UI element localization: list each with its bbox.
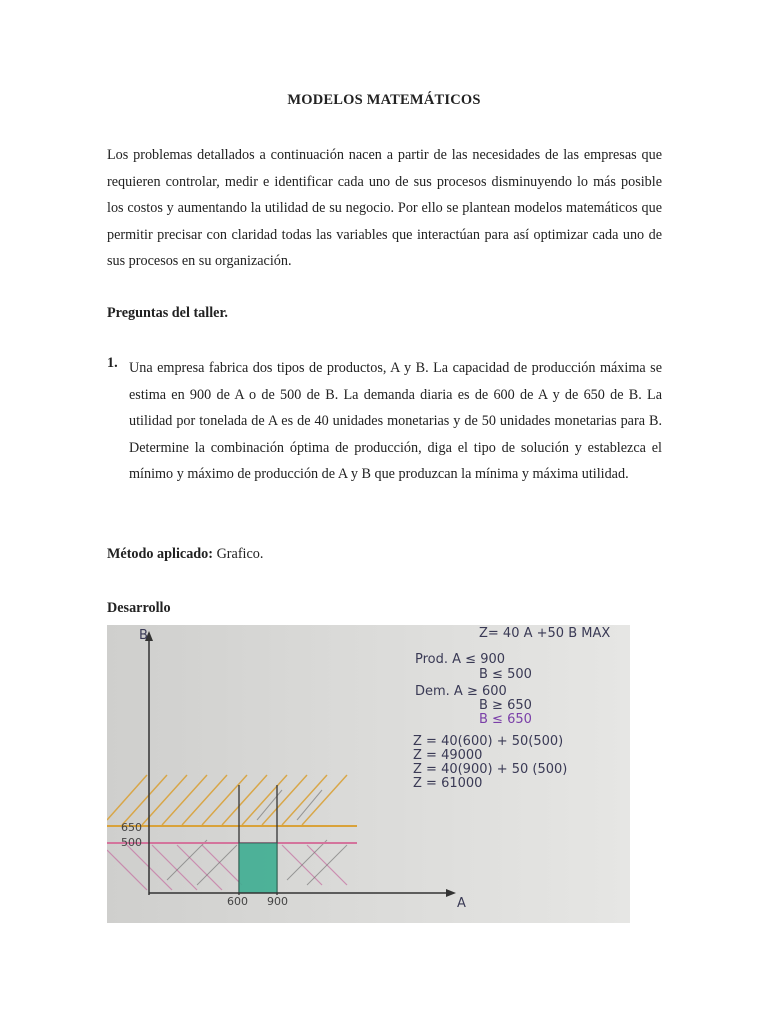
note-prod-a: Prod. A ≤ 900 — [415, 652, 506, 667]
note-prod-b: B ≤ 500 — [479, 667, 532, 682]
orange-hatch — [107, 775, 347, 825]
desarrollo-heading: Desarrollo — [107, 600, 171, 616]
question-number: 1. — [107, 355, 118, 371]
note-objective: Z= 40 A +50 B MAX — [479, 626, 611, 641]
method-label: Método aplicado: — [107, 546, 214, 562]
feasible-region — [239, 843, 277, 893]
graph-drawing — [107, 625, 630, 923]
y-tick-500: 500 — [121, 836, 142, 849]
note-dem-a: Dem. A ≥ 600 — [415, 684, 507, 699]
x-tick-600: 600 — [227, 895, 248, 908]
note-z1: Z = 40(600) + 50(500) — [413, 734, 564, 749]
intro-paragraph: Los problemas detallados a continuación nacen a partir de las necesidades de las empresas que requieren controlar, medir e identificar cada uno de sus procesos disminuyendo lo más posible los costos y aumentando la utilidad de su negocio. Por ello se plantean modelos matemáticos que permitir precisar con claridad todas las variables que interactúan para así optimizar cada uno de sus procesos en su organización. — [107, 147, 662, 269]
preguntas-heading: Preguntas del taller. — [107, 305, 228, 321]
y-axis-label: B — [139, 628, 148, 643]
x-axis-arrow — [446, 889, 456, 897]
note-dem-b: B ≥ 650 — [479, 698, 532, 713]
handwritten-graph-photo — [107, 625, 630, 923]
x-tick-900: 900 — [267, 895, 288, 908]
note-z2: Z = 40(900) + 50 (500) — [413, 762, 568, 777]
method-line — [107, 546, 263, 563]
note-z2-result: Z = 61000 — [413, 776, 483, 791]
y-tick-650: 650 — [121, 821, 142, 834]
note-z1-result: Z = 49000 — [413, 748, 483, 763]
document-title: MODELOS MATEMÁTICOS — [287, 92, 481, 108]
question-1-text: Una empresa fabrica dos tipos de productos, A y B. La capacidad de producción máxima se estima en 900 de A o de 500 de B. La demanda diaria es de 600 de A y de 650 de B. La utilidad por tonelada de A es de 40 unidades monetarias y de 50 unidades monetarias para B. Determine la combinación óptima de producción, diga el tipo de solución y establezca el mínimo y máximo de producción de A y B que produzcan la mínima y máxima utilidad. — [129, 360, 662, 482]
pink-hatch — [107, 845, 347, 890]
x-axis-label: A — [457, 896, 466, 911]
method-value: Grafico. — [216, 546, 264, 562]
note-dem-b-purple: B ≤ 650 — [479, 712, 532, 727]
